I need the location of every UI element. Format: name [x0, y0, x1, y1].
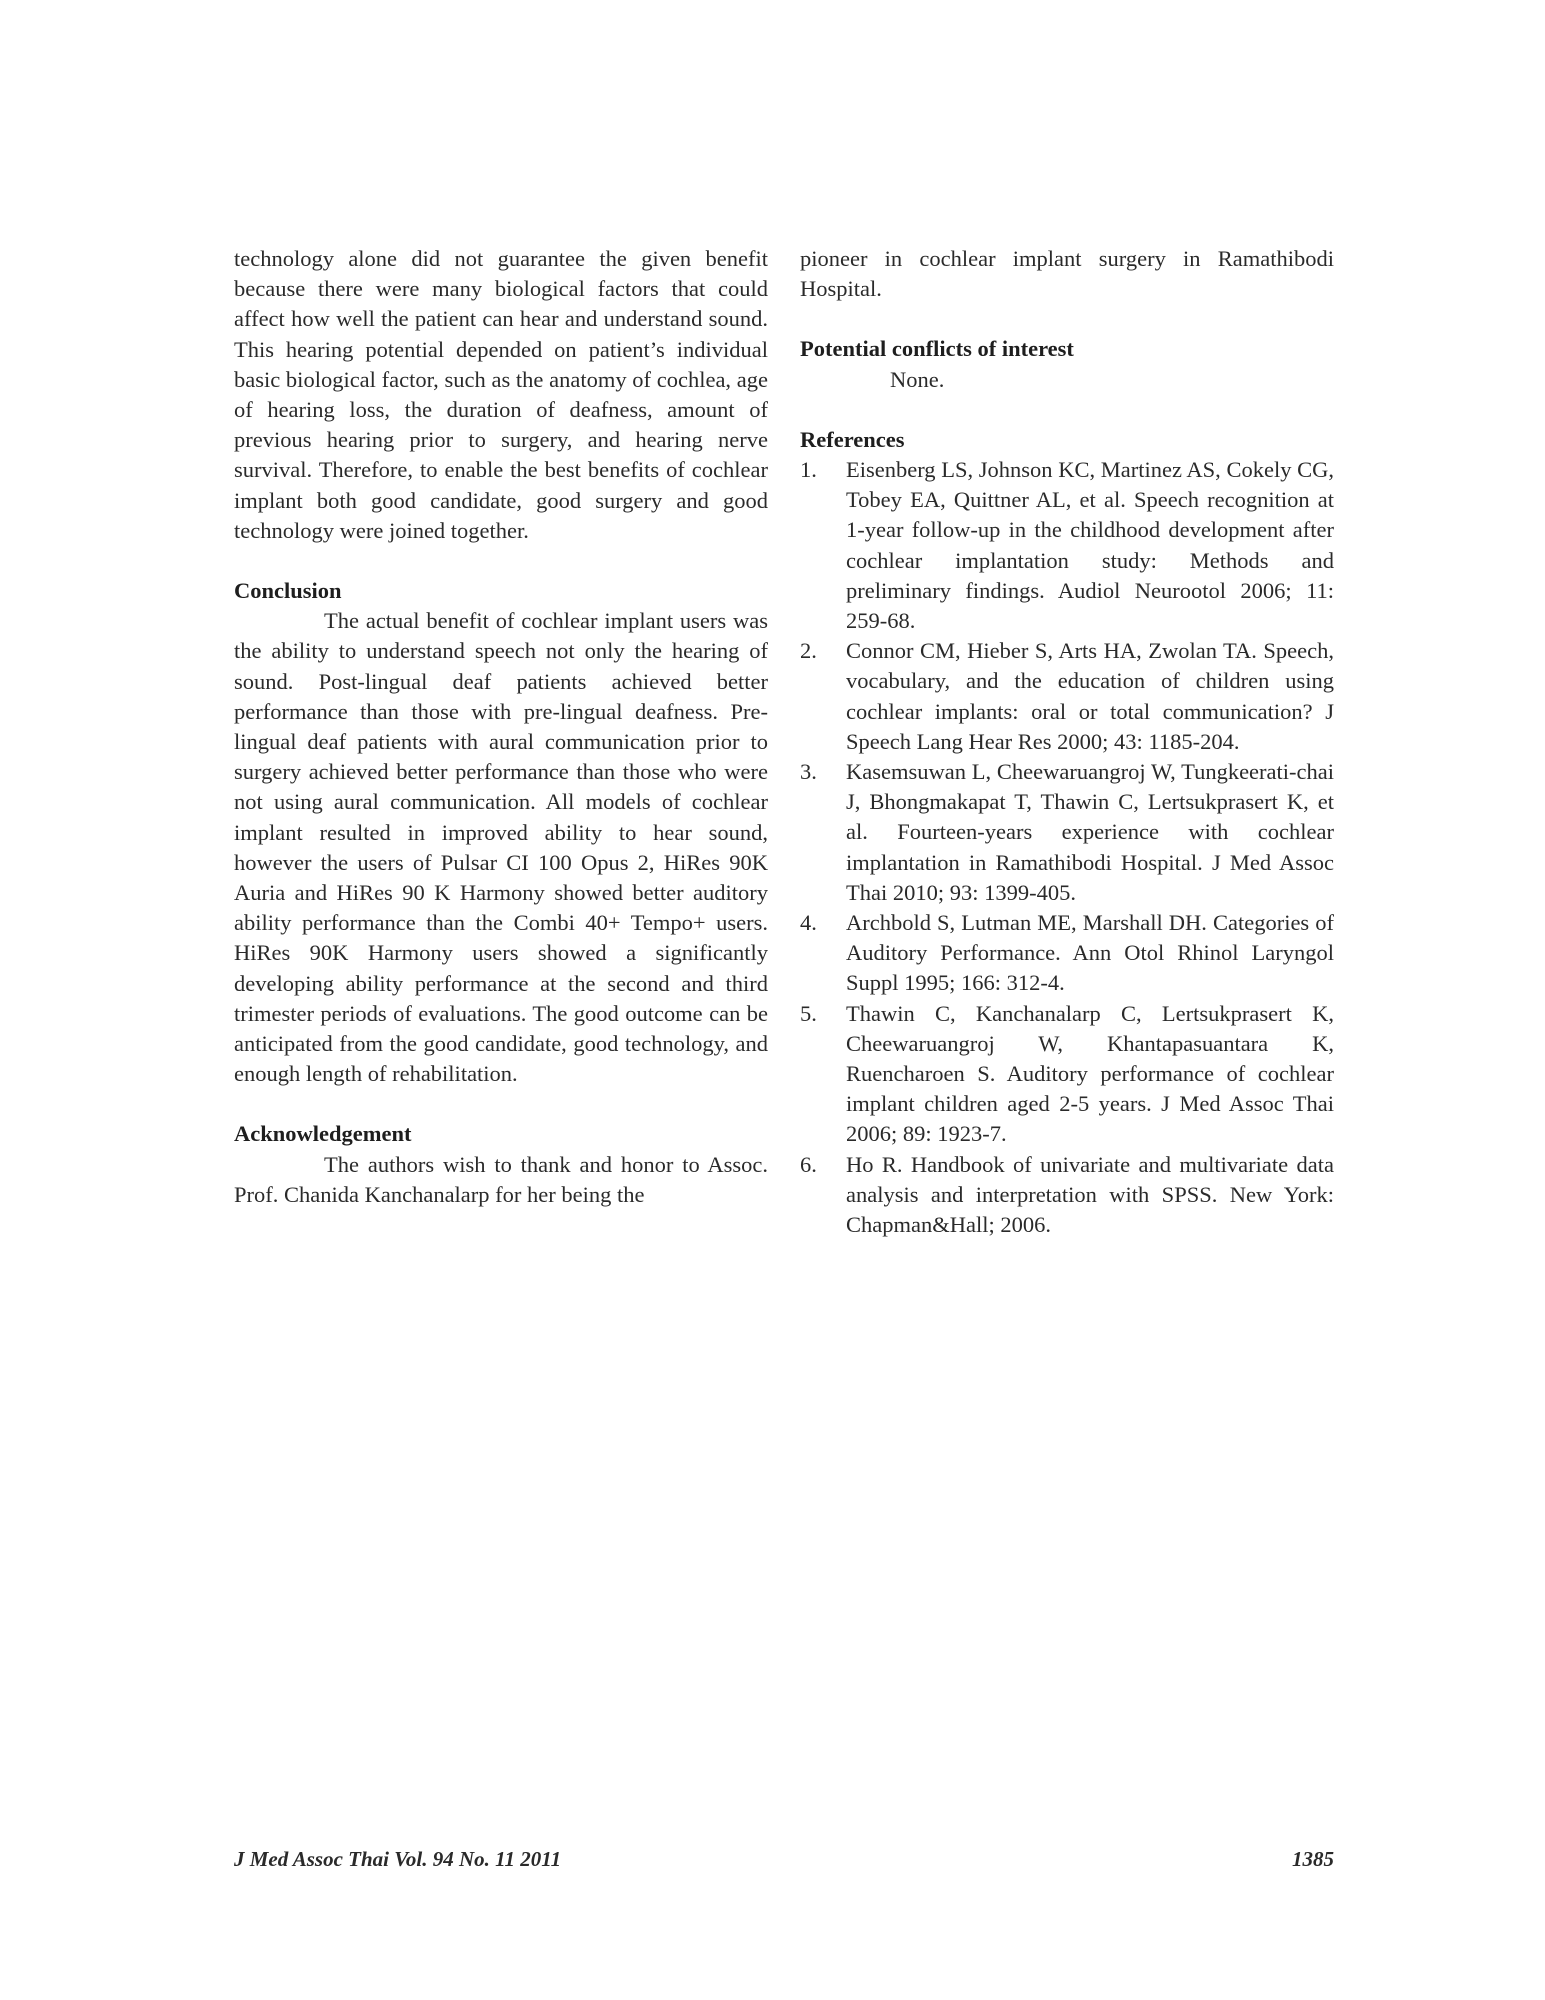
acknowledgement-paragraph: The authors wish to thank and honor to Assoc. Prof. Chanida Kanchanalarp for her being the [234, 1151, 768, 1207]
references-heading: References [800, 426, 905, 452]
reference-item [800, 455, 1334, 636]
reference-item [800, 757, 1334, 908]
reference-number: 1. [800, 457, 817, 483]
reference-item [800, 636, 1334, 757]
reference-item [800, 1150, 1334, 1241]
reference-text: Thawin C, Kanchanalarp C, Lertsukprasert K, Cheewaruangroj W, Khantapasuantara K, Ruencharoen S. Auditory performance of cochlear implant children aged 2-5 years. J Med Assoc Thai 2006; 89: 1923-7. [846, 1000, 1334, 1147]
reference-text: Eisenberg LS, Johnson KC, Martinez AS, Cokely CG, Tobey EA, Quittner AL, et al. Speech recognition at 1-year follow-up in the childhood development after cochlear implantation study: Methods and preliminary findings. Audiol Neurootol 2006; 11: 259-68. [846, 457, 1334, 634]
reference-text: Archbold S, Lutman ME, Marshall DH. Categories of Auditory Performance. Ann Otol Rhinol Laryngol Suppl 1995; 166: 312-4. [846, 910, 1334, 996]
reference-text: Connor CM, Hieber S, Arts HA, Zwolan TA. Speech, vocabulary, and the education of children using cochlear implants: oral or total communication? J Speech Lang Hear Res 2000; 43: 1185-204. [846, 638, 1334, 754]
reference-number: 2. [800, 638, 817, 664]
conflicts-text: None. [890, 366, 945, 392]
reference-item [800, 999, 1334, 1150]
acknowledgement-heading: Acknowledgement [234, 1121, 412, 1147]
reference-text: Ho R. Handbook of univariate and multivariate data analysis and interpretation with SPSS. New York: Chapman&Hall; 2006. [846, 1151, 1334, 1238]
reference-item [800, 908, 1334, 999]
conclusion-heading: Conclusion [234, 578, 342, 604]
reference-text: Kasemsuwan L, Cheewaruangroj W, Tungkeerati-chai J, Bhongmakapat T, Thawin C, Lertsukprasert K, et al. Fourteen-years experience with cochlear implantation in Ramathibodi Hospital. J Med Assoc Thai 2010; 93: 1399-405. [846, 759, 1334, 905]
conflicts-heading: Potential conflicts of interest [800, 336, 1074, 362]
journal-footer: J Med Assoc Thai Vol. 94 No. 11 2011 [234, 1847, 562, 1871]
reference-number: 4. [800, 910, 817, 936]
page-number: 1385 [1292, 1847, 1334, 1871]
left-column [234, 244, 768, 1210]
acknowledgement-continuation: pioneer in cochlear implant surgery in Ramathibodi Hospital. [800, 246, 1334, 302]
references-list [800, 455, 1334, 1240]
right-column [800, 244, 1334, 1240]
intro-paragraph: technology alone did not guarantee the given benefit because there were many biological factors that could affect how well the patient can hear and understand sound. This hearing potential depended on patient’s individual basic biological factor, such as the anatomy of cochlea, age of hearing loss, the duration of deafness, amount of previous hearing prior to surgery, and hearing nerve survival. Therefore, to enable the best benefits of cochlear implant both good candidate, good surgery and good technology were joined together. [234, 246, 768, 543]
reference-number: 3. [800, 759, 817, 785]
reference-number: 5. [800, 1000, 817, 1026]
conclusion-paragraph: The actual benefit of cochlear implant users was the ability to understand speech not only the hearing of sound. Post-lingual deaf patients achieved better performance than those with pre-lingual deafness. Pre-lingual deaf patients with aural communication prior to surgery achieved better performance than those who were not using aural communication. All models of cochlear implant resulted in improved ability to hear sound, however the users of Pulsar CI 100 Opus 2, HiRes 90K Auria and HiRes 90 K Harmony showed better auditory ability performance than the Combi 40+ Tempo+ users. HiRes 90K Harmony users showed a significantly developing ability performance at the second and third trimester periods of evaluations. The good outcome can be anticipated from the good candidate, good technology, and enough length of rehabilitation. [234, 608, 768, 1087]
reference-number: 6. [800, 1151, 817, 1177]
